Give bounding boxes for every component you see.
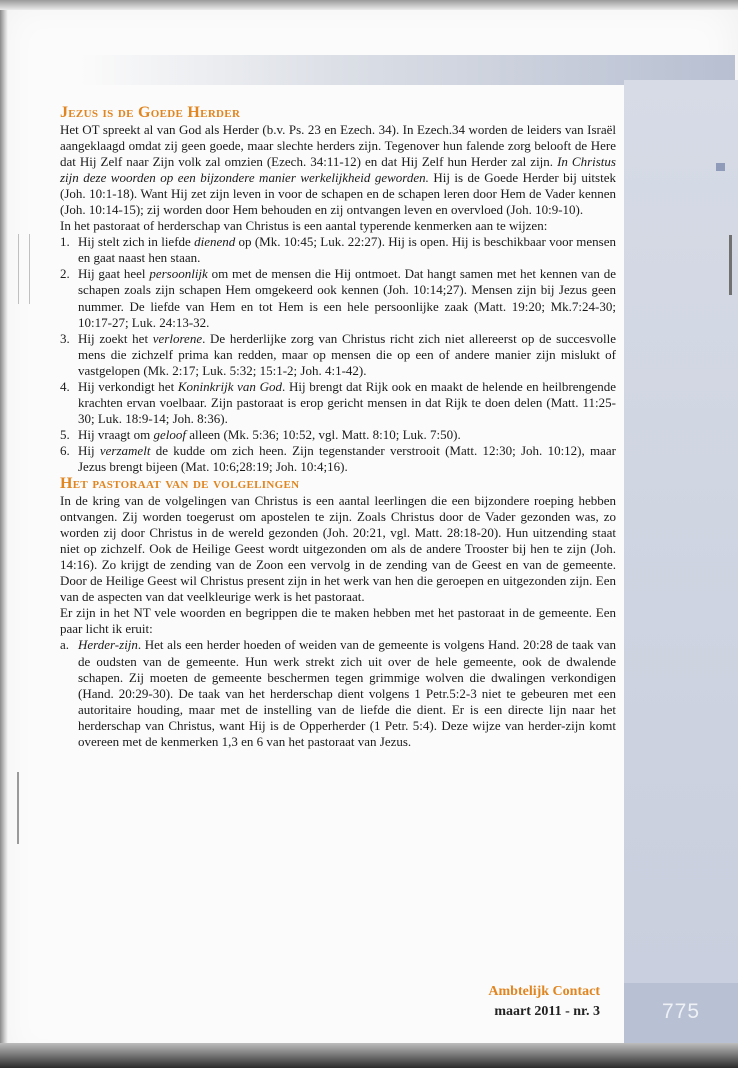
page-bottom-edge-shadow [0,1043,738,1068]
list-item: 1. Hij stelt zich in liefde dienend op (Mk. 10:45; Luk. 22:27). Hij is open. Hij is beschikbaar voor mensen en gaat naast hen staan. [60,234,616,266]
page-left-edge-shadow [0,0,8,1068]
index-tab-icon [716,163,725,171]
list-item: 4. Hij verkondigt het Koninkrijk van God. Hij brengt dat Rijk ook en maakt de helende en heilbrengende krachten ervan voelbaar. Zijn pastoraat is erop gericht mensen in dat Rijk te doen delen (Matt. 11:25-30; Luk. 18:9-14; Joh. 8:36). [60,378,617,426]
binding-mark-icon [18,234,30,304]
list-item: 5. Hij vraagt om geloof alleen (Mk. 5:36; 10:52, vgl. Matt. 8:10; Luk. 7:50). [60,426,461,442]
issue-date: maart 2011 - nr. 3 [494,1004,600,1019]
list-item: 2. Hij gaat heel persoonlijk om met de mensen die Hij ontmoet. Dat hangt samen met het kennen van de schapen zoals zijn schapen Hem omgekeerd ook kennen (Joh. 10:14;27). Mensen zijn bij Jezus geen nummer. De liefde van Hem en tot Hem is een hele persoonlijke zaak (Matt. 19:20; Mk.7:24-30; 10:17-27; Luk. 24:13-32. [60,266,616,330]
binding-mark-icon [17,772,23,844]
kenmerken-list [60,234,616,475]
paragraph: Het OT spreekt al van God als Herder (b.v. Ps. 23 en Ezech. 34). In Ezech.34 worden de leiders van Israël aangeklaagd omdat zij geen goede, maar slechte herders zijn. Tegenover hun falende zorg belooft de Here dat Hij Zelf naar Zijn volk zal omzien (Ezech. 34:11-12) en dat Hij Zelf hun Herder zal zijn. In Christus zijn deze woorden op een bijzondere manier werkelijkheid geworden. Hij is de Goede Herder bij uitstek (Joh. 10:1-18). Want Hij zet zijn leven in voor de schapen en de schapen leren door Hem de Vader kennen (Joh. 10:14-15); zij worden door Hem behouden en zij ontvangen leven en overvloed (Joh. 10:9-10). [60,122,616,218]
journal-title: Ambtelijk Contact [488,984,600,999]
right-side-panel [624,80,738,1040]
scan-edge-mark [729,235,732,295]
section-heading-goede-herder: Jezus is de Goede Herder [60,104,241,121]
section-heading-pastoraat: Het pastoraat van de volgelingen [60,475,300,493]
list-item: a. Herder-zijn. Het als een herder hoeden of weiden van de gemeente is volgens Hand. 20:28 de taak van de oudsten van de gemeente. Hun werk strekt zich uit over de hele gemeente, ook de dwalende schapen. Zij moeten de gemeente beschermen tegen grimmige wolven die dwalingen verkondigen (Hand. 20:29-30). De taak van het herderschap dient volgens 1 Petr.5:2-3 niet te gebeuren met een autoritaire houding, maar met de instelling van de liefde die dient. Er is een directe lijn naar het herderschap van Christus, want Hij is de Opperherder (1 Petr. 5:4). Deze wijze van herder-zijn komt overeen met de kenmerken 1,3 en 6 van het pastoraat van Jezus. [60,637,616,749]
begrippen-list [60,637,616,749]
article-body [60,104,616,750]
paragraph: Er zijn in het NT vele woorden en begrippen die te maken hebben met het pastoraat in de gemeente. Een paar licht ik eruit: [60,605,616,637]
list-item: 6. Hij verzamelt de kudde om zich heen. Zijn tegenstander verstrooit (Matt. 12:30; Joh. 10:12), maar Jezus brengt bijeen (Mat. 10:6;28:19; Joh. 10:4;16). [60,442,616,474]
page-number: 775 [661,1000,701,1023]
list-item: 3. Hij zoekt het verlorene. De herderlijke zorg van Christus richt zich niet allereerst op de succesvolle mens die zichzelf prima kan redden, maar op mensen die op een of andere manier zijn mislukt of vastgelopen (Mk. 2:17; Luk. 5:32; 15:1-2; Joh. 4:1-42). [60,330,616,378]
page-top-edge-shadow [0,0,738,10]
paragraph: In het pastoraat of herderschap van Christus is een aantal typerende kenmerken aan te wijzen: [60,218,548,234]
paragraph: In de kring van de volgelingen van Christus is een aantal leerlingen die een bijzondere roeping hebben ontvangen. Zij worden toegerust om apostelen te zijn. Zoals Christus door de Vader gezonden was, zo worden zij door Christus in de wereld gezonden (Joh. 20:21, vgl. Matt. 28:18-20). Hun uitzending staat niet op zichzelf. Ook de Heilige Geest wordt uitgezonden om als de andere Trooster bij hen te zijn (Joh. 14:16). Zo krijgt de zending van de Zoon een vervolg in de zending van de Geest en van de gemeente. Door de Heilige Geest wil Christus present zijn in het werk van hen die geroepen en uitgezonden zijn. Een van de aspecten van dat veelkleurige werk is het pastoraat. [60,493,616,605]
